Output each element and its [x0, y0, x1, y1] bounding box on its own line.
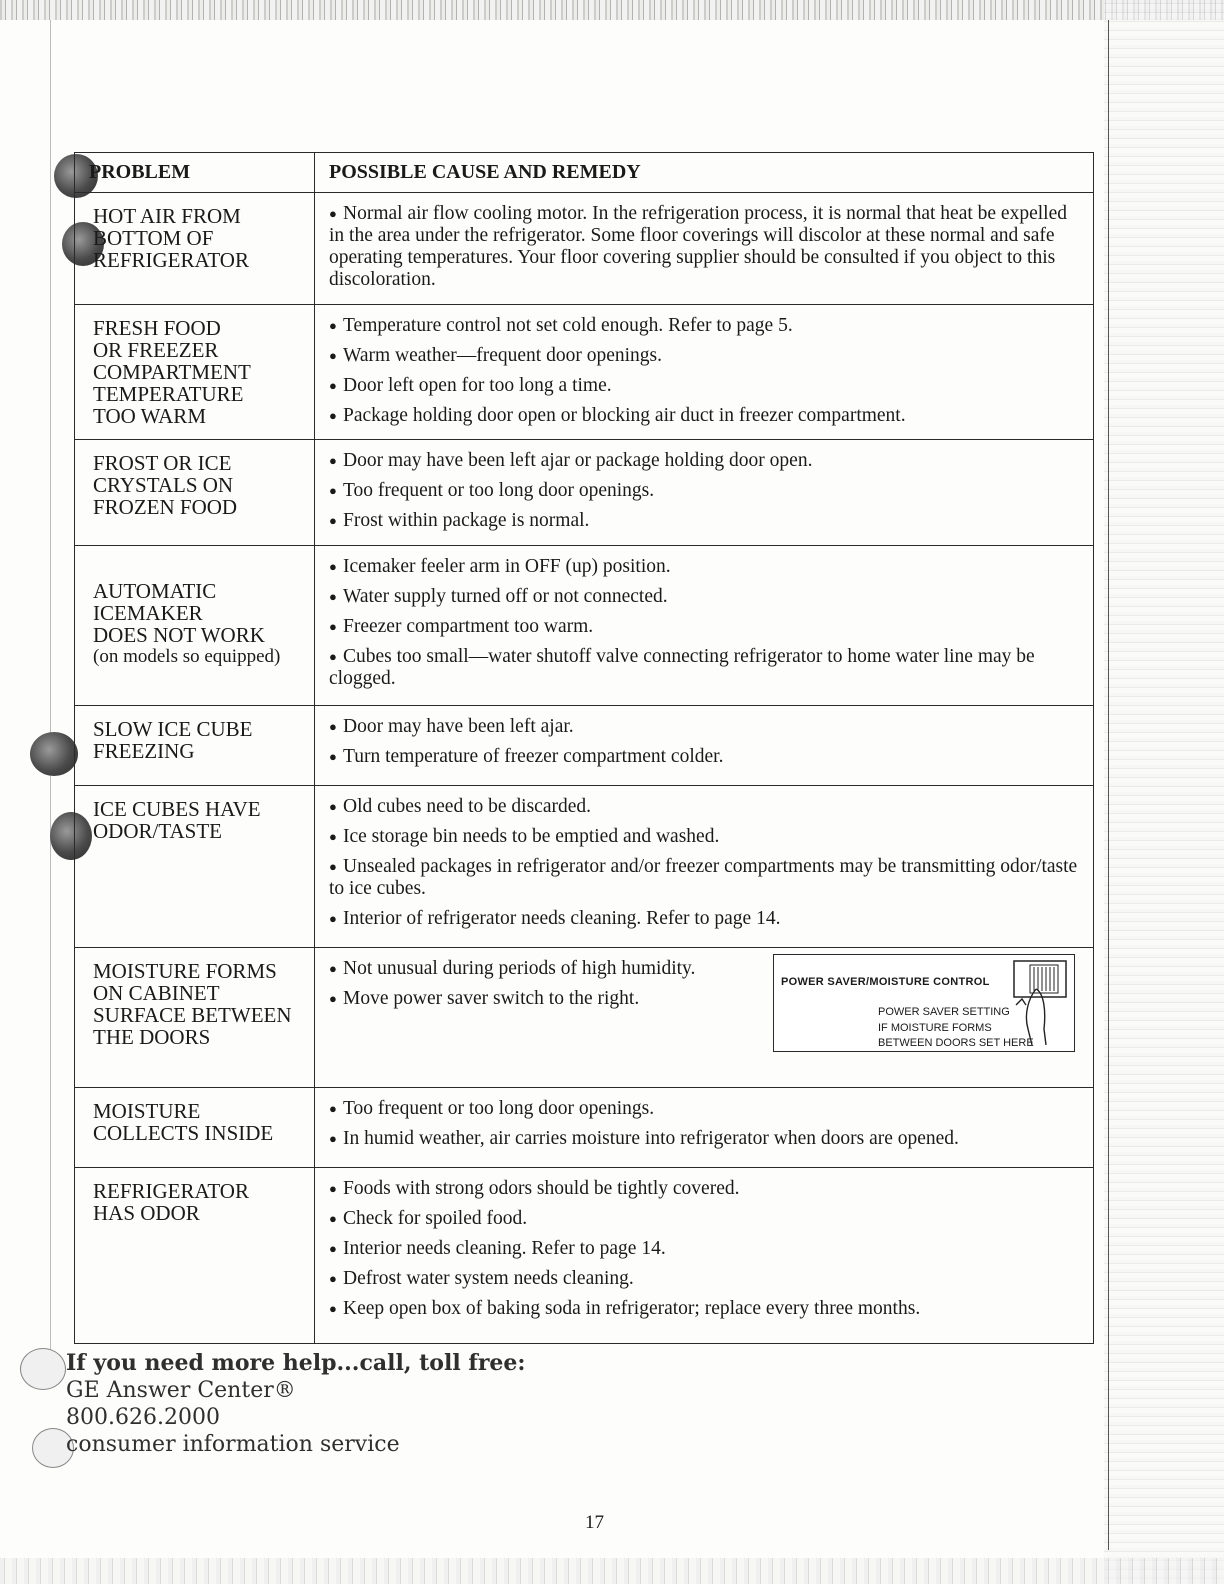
problem-note: (on models so equipped)	[93, 646, 281, 667]
cause-item	[329, 375, 1079, 397]
cause-cell	[315, 948, 1094, 1088]
bullet-icon: ●	[329, 483, 337, 498]
cause-header: POSSIBLE CAUSE AND REMEDY	[315, 153, 1094, 193]
cause-text: Door may have been left ajar or package holding door open.	[343, 450, 813, 471]
bullet-icon: ●	[329, 991, 337, 1006]
table-row	[75, 948, 1094, 1088]
cause-item	[329, 826, 1079, 848]
bullet-icon: ●	[329, 1301, 337, 1316]
cause-text: Door left open for too long a time.	[343, 375, 612, 396]
bullet-icon: ●	[329, 589, 337, 604]
bullet-icon: ●	[329, 619, 337, 634]
cause-cell	[315, 440, 1094, 546]
bullet-icon: ●	[329, 829, 337, 844]
cause-text: Foods with strong odors should be tightly covered.	[343, 1178, 740, 1199]
bullet-icon: ●	[329, 206, 337, 221]
cause-text: Turn temperature of freezer compartment colder.	[343, 746, 724, 767]
bullet-icon: ●	[329, 1181, 337, 1196]
bullet-icon: ●	[329, 961, 337, 976]
consumer-service-label: consumer information service	[66, 1432, 400, 1457]
cause-text: Defrost water system needs cleaning.	[343, 1268, 634, 1289]
bullet-icon: ●	[329, 408, 337, 423]
table-row	[75, 546, 1094, 706]
help-seal-icon	[20, 1348, 66, 1390]
cause-cell	[315, 193, 1094, 305]
cause-item	[329, 1268, 1079, 1290]
cause-text: Water supply turned off or not connected.	[343, 586, 668, 607]
cause-item	[329, 1238, 1079, 1260]
cause-item	[329, 203, 1079, 291]
help-heading: If you need more help...call, toll free:	[66, 1350, 526, 1376]
help-block	[66, 1350, 526, 1458]
cause-text: Ice storage bin needs to be emptied and washed.	[343, 826, 720, 847]
problem-header: PROBLEM	[75, 153, 315, 193]
bullet-icon: ●	[329, 1131, 337, 1146]
cause-item	[329, 345, 1079, 367]
cause-item	[329, 646, 1079, 690]
bullet-icon: ●	[329, 453, 337, 468]
cause-item	[329, 1208, 1079, 1230]
bullet-icon: ●	[329, 859, 337, 874]
scan-top-edge	[0, 0, 1224, 20]
problem-cell: ICE CUBES HAVE ODOR/TASTE	[75, 786, 315, 948]
cause-text: In humid weather, air carries moisture into refrigerator when doors are opened.	[343, 1128, 959, 1149]
cause-cell	[315, 706, 1094, 786]
cause-text: Warm weather—frequent door openings.	[343, 345, 662, 366]
cause-text: Old cubes need to be discarded.	[343, 796, 591, 817]
problem-cell: FROST OR ICE CRYSTALS ON FROZEN FOOD	[75, 440, 315, 546]
scan-right-margin	[1104, 0, 1224, 1584]
table-row	[75, 1088, 1094, 1168]
bullet-icon: ●	[329, 378, 337, 393]
bullet-icon: ●	[329, 559, 337, 574]
problem-cell: SLOW ICE CUBE FREEZING	[75, 706, 315, 786]
cause-text: Temperature control not set cold enough. Refer to page 5.	[343, 315, 793, 336]
cause-item	[329, 480, 1079, 502]
answer-center-phone[interactable]: 800.626.2000	[66, 1405, 220, 1430]
bullet-icon: ●	[329, 348, 337, 363]
bullet-icon: ●	[329, 513, 337, 528]
bullet-icon: ●	[329, 649, 337, 664]
diagram-title: POWER SAVER/MOISTURE CONTROL	[781, 976, 990, 988]
cause-item	[329, 510, 1079, 532]
cause-text: Move power saver switch to the right.	[343, 988, 640, 1009]
diagram-label-moisture: IF MOISTURE FORMS	[878, 1022, 992, 1034]
troubleshooting-table	[74, 152, 1094, 1344]
cause-cell	[315, 305, 1094, 440]
bullet-icon: ●	[329, 1271, 337, 1286]
cause-item	[329, 746, 1079, 768]
page-left-rule	[50, 20, 51, 1350]
bullet-icon: ●	[329, 1211, 337, 1226]
cause-item	[329, 586, 1079, 608]
cause-text: Interior needs cleaning. Refer to page 14.	[343, 1238, 666, 1259]
bullet-icon: ●	[329, 1101, 337, 1116]
cause-item	[329, 556, 1079, 578]
bullet-icon: ●	[329, 911, 337, 926]
table-row	[75, 786, 1094, 948]
cause-item	[329, 856, 1079, 900]
cause-text: Keep open box of baking soda in refrigerator; replace every three months.	[343, 1298, 921, 1319]
cause-item	[329, 1098, 1079, 1120]
cause-text: Freezer compartment too warm.	[343, 616, 594, 637]
table-row	[75, 1168, 1094, 1344]
cause-cell	[315, 1168, 1094, 1344]
cause-item	[329, 450, 1079, 472]
cause-text: Icemaker feeler arm in OFF (up) position.	[343, 556, 671, 577]
cause-item	[329, 1178, 1079, 1200]
bullet-icon: ●	[329, 318, 337, 333]
cause-text: Unsealed packages in refrigerator and/or freezer compartments may be transmitting odor/taste to ice cubes.	[329, 856, 1078, 899]
problem-text: AUTOMATIC ICEMAKER DOES NOT WORK	[93, 579, 265, 647]
table-row	[75, 305, 1094, 440]
cause-cell	[315, 546, 1094, 706]
binder-hole-3	[30, 732, 78, 776]
diagram-label-setting: POWER SAVER SETTING	[878, 1006, 1010, 1018]
problem-cell	[75, 546, 315, 706]
cause-item	[329, 908, 1079, 930]
bullet-icon: ●	[329, 1241, 337, 1256]
cause-item	[329, 1128, 1079, 1150]
cause-item	[329, 616, 1079, 638]
page-right-rule	[1108, 20, 1109, 1550]
problem-cell: REFRIGERATOR HAS ODOR	[75, 1168, 315, 1344]
cause-item	[329, 315, 1079, 337]
problem-cell: MOISTURE FORMS ON CABINET SURFACE BETWEEN THE DOORS	[75, 948, 315, 1088]
cause-item	[329, 716, 1079, 738]
bullet-icon: ●	[329, 719, 337, 734]
cause-text: Frost within package is normal.	[343, 510, 590, 531]
problem-cell: HOT AIR FROM BOTTOM OF REFRIGERATOR	[75, 193, 315, 305]
cause-cell	[315, 786, 1094, 948]
cause-text: Cubes too small—water shutoff valve connecting refrigerator to home water line may be clogged.	[329, 646, 1035, 689]
table-row	[75, 193, 1094, 305]
cause-item	[329, 796, 1079, 818]
diagram-label-set-here: BETWEEN DOORS SET HERE	[878, 1037, 1034, 1049]
page-number: 17	[585, 1512, 604, 1533]
cause-text: Normal air flow cooling motor. In the refrigeration process, it is normal that heat be expelled in the area under the refrigerator. Some floor coverings will discolor at these normal and safe operating temperatures. Your floor covering supplier should be consulted if you object to this discoloration.	[329, 203, 1067, 290]
bullet-icon: ●	[329, 749, 337, 764]
cause-text: Not unusual during periods of high humidity.	[343, 958, 696, 979]
cause-item	[329, 1298, 1079, 1320]
power-saver-diagram	[773, 954, 1075, 1052]
cause-cell	[315, 1088, 1094, 1168]
bullet-icon: ●	[329, 799, 337, 814]
cause-text: Interior of refrigerator needs cleaning. Refer to page 14.	[343, 908, 781, 929]
table-row	[75, 706, 1094, 786]
problem-cell: MOISTURE COLLECTS INSIDE	[75, 1088, 315, 1168]
table-row	[75, 440, 1094, 546]
answer-center-name: GE Answer Center®	[66, 1378, 296, 1403]
cause-text: Check for spoiled food.	[343, 1208, 528, 1229]
table-header-row	[75, 153, 1094, 193]
cause-text: Too frequent or too long door openings.	[343, 1098, 655, 1119]
problem-cell: FRESH FOOD OR FREEZER COMPARTMENT TEMPERATURE TOO WARM	[75, 305, 315, 440]
cause-item	[329, 405, 1079, 427]
cause-text: Door may have been left ajar.	[343, 716, 574, 737]
cause-text: Too frequent or too long door openings.	[343, 480, 655, 501]
scan-bottom-edge	[0, 1558, 1224, 1584]
switch-hand-icon	[1010, 959, 1070, 1047]
cause-text: Package holding door open or blocking air duct in freezer compartment.	[343, 405, 906, 426]
